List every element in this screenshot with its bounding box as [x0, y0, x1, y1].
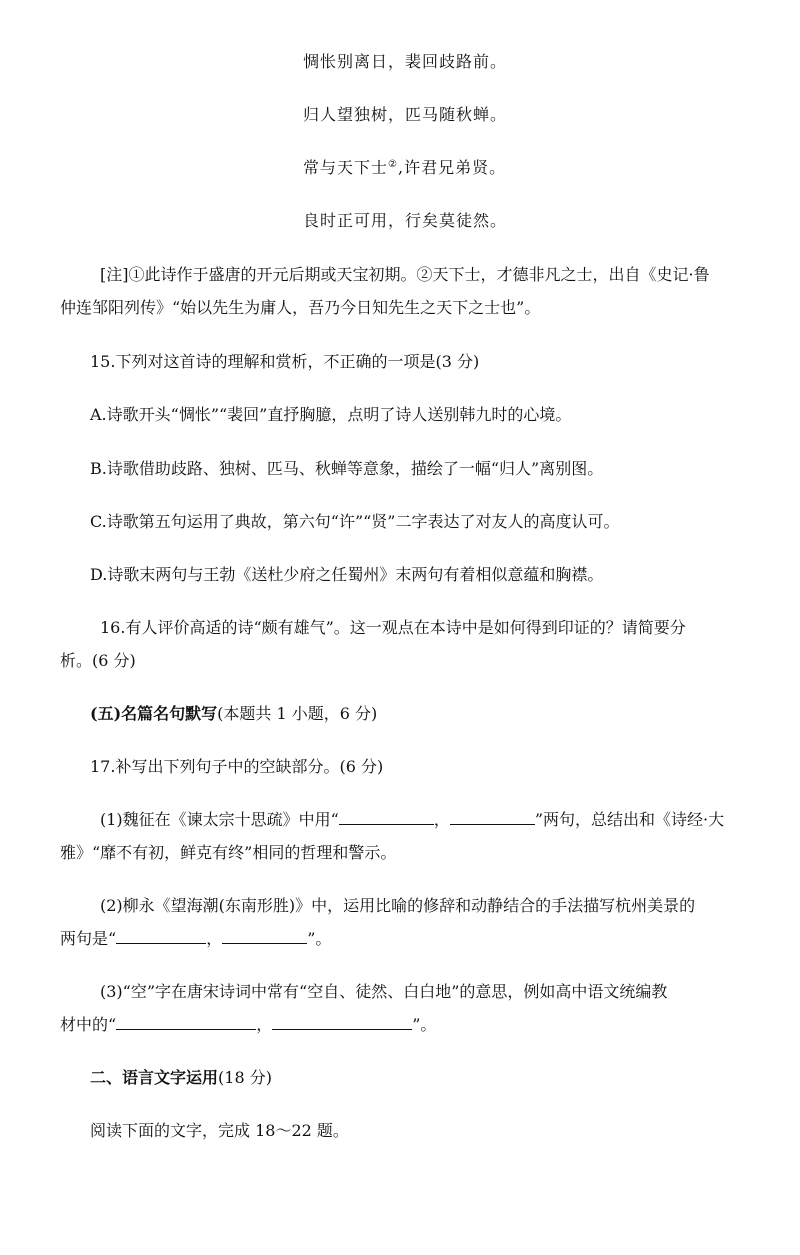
question-17-part-3-line-1: (3)“空”字在唐宋诗词中常有“空自、徒然、白白地”的意思，例如高中语文统编教 [100, 982, 668, 1001]
question-16-line-1: 16.有人评价高适的诗“颇有雄气”。这一观点在本诗中是如何得到印证的？请简要分 [100, 618, 686, 637]
poem-line-3 [303, 158, 506, 178]
part-2-title: 二、语言文字运用 [90, 1068, 219, 1087]
poem-line-3-part-a: 常与天下士 [303, 158, 389, 177]
section-5-info: (本题共 1 小题，6 分) [217, 704, 378, 723]
poem-line-2: 归人望独树，匹马随秋蝉。 [303, 105, 508, 124]
answer-blank[interactable] [222, 929, 307, 944]
q17-p1-comma: ， [433, 810, 450, 829]
reading-instruction: 阅读下面的文字，完成 18～22 题。 [90, 1121, 349, 1140]
section-5-heading [90, 704, 377, 724]
q17-p2-text-a: 两句是“ [60, 929, 117, 948]
question-15-option-a: A.诗歌开头“惆怅”“裴回”直抒胸臆，点明了诗人送别韩九时的心境。 [90, 405, 572, 424]
section-5-title: (五)名篇名句默写 [90, 704, 218, 723]
poem-line-3-part-b: ,许君兄弟贤。 [397, 158, 507, 177]
q17-p3-text-a: 材中的“ [60, 1015, 117, 1034]
question-17-part-1-line-2: 雅》“靡不有初，鲜克有终”相同的哲理和警示。 [60, 843, 397, 862]
footnote-marker: ② [388, 159, 398, 170]
question-17-part-2-line-1: (2)柳永《望海潮(东南形胜)》中，运用比喻的修辞和动静结合的手法描写杭州美景的 [100, 896, 696, 915]
q17-p2-comma: ， [206, 929, 223, 948]
q17-p3-text-b: ”。 [412, 1015, 437, 1034]
question-17-part-3-line-2 [60, 1015, 436, 1035]
question-16-line-2: 析。(6 分) [60, 651, 136, 670]
part-2-heading [90, 1068, 272, 1088]
answer-blank[interactable] [272, 1015, 412, 1030]
question-17-stem: 17.补写出下列句子中的空缺部分。(6 分) [90, 757, 384, 776]
poem-line-4: 良时正可用，行矣莫徒然。 [303, 211, 508, 230]
question-17-part-1-line-1 [100, 810, 724, 830]
answer-blank[interactable] [339, 810, 434, 825]
annotation-line-1: [注]①此诗作于盛唐的开元后期或天宝初期。②天下士，才德非凡之士，出自《史记·鲁 [100, 265, 710, 284]
answer-blank[interactable] [116, 929, 206, 944]
question-15-option-b: B.诗歌借助歧路、独树、匹马、秋蝉等意象，描绘了一幅“归人”离别图。 [90, 459, 604, 478]
poem-line-1: 惆怅别离日，裴回歧路前。 [303, 52, 508, 71]
question-17-part-2-line-2 [60, 929, 331, 949]
question-15-stem: 15.下列对这首诗的理解和赏析，不正确的一项是(3 分) [90, 352, 480, 371]
q17-p1-text-a: (1)魏征在《谏太宗十思疏》中用“ [100, 810, 339, 829]
question-15-option-c: C.诗歌第五句运用了典故，第六句“许”“贤”二字表达了对友人的高度认可。 [90, 512, 620, 531]
part-2-score: (18 分) [218, 1068, 272, 1087]
question-15-option-d: D.诗歌末两句与王勃《送杜少府之任蜀州》末两句有着相似意蕴和胸襟。 [90, 565, 604, 584]
q17-p1-text-b: ”两句，总结出和《诗经·大 [534, 810, 725, 829]
q17-p3-comma: ， [256, 1015, 273, 1034]
annotation-line-2: 仲连邹阳列传》“始以先生为庸人，吾乃今日知先生之天下之士也”。 [60, 298, 541, 317]
answer-blank[interactable] [450, 810, 535, 825]
answer-blank[interactable] [116, 1015, 256, 1030]
q17-p2-text-b: ”。 [307, 929, 332, 948]
